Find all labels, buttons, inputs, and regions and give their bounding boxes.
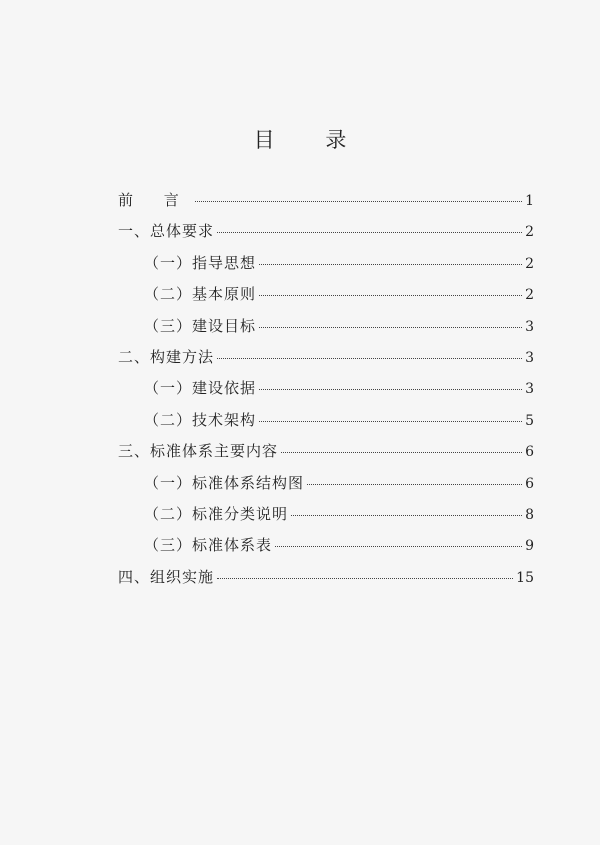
toc-leader-dots: [259, 327, 522, 328]
toc-entry-section-3-3: [118, 534, 534, 565]
toc-entry-section-2-1: [118, 377, 534, 408]
toc-entry-page: 5: [525, 412, 534, 429]
toc-entry-label: （三）标准体系表: [144, 536, 273, 555]
toc-entry-section-3: [118, 440, 534, 471]
toc-entry-section-1-2: [118, 283, 534, 314]
toc-entry-section-1: [118, 220, 534, 251]
toc-entry-page: 3: [525, 381, 534, 398]
toc-leader-dots: [281, 452, 522, 453]
toc-entry-section-3-1: [118, 472, 534, 503]
toc-entry-label: （二）基本原则: [144, 285, 257, 304]
toc-leader-dots: [275, 546, 522, 547]
toc-entry-page: 2: [525, 255, 534, 272]
toc-entry-label: 三、标准体系主要内容: [118, 442, 279, 461]
toc-entry-page: 2: [525, 287, 534, 304]
toc-entry-preface: [118, 189, 534, 220]
toc-leader-dots: [259, 295, 522, 296]
toc-entry-page: 6: [525, 475, 534, 492]
toc-entry-label: 二、构建方法: [118, 347, 215, 366]
toc-entry-section-1-3: [118, 315, 534, 346]
toc-entry-label: （三）建设目标: [144, 316, 257, 335]
toc-title: 目 录: [253, 128, 369, 152]
toc-entry-label: （二）标准分类说明: [144, 504, 289, 523]
toc-leader-dots: [217, 232, 522, 233]
toc-entry-label: （一）指导思想: [144, 253, 257, 272]
toc-entry-label: 四、组织实施: [118, 567, 215, 586]
toc-entry-page: 8: [525, 506, 534, 523]
toc-entry-label: （二）技术架构: [144, 410, 257, 429]
toc-entry-section-2-2: [118, 409, 534, 440]
toc-leader-dots: [291, 515, 522, 516]
toc-leader-dots: [259, 421, 522, 422]
table-of-contents: [118, 189, 534, 597]
toc-entry-label: （一）标准体系结构图: [144, 473, 305, 492]
toc-entry-section-4: [118, 566, 534, 597]
toc-leader-dots: [259, 389, 522, 390]
toc-entry-label: 一、总体要求: [118, 222, 215, 241]
toc-entry-section-3-2: [118, 503, 534, 534]
toc-entry-label: （一）建设依据: [144, 379, 257, 398]
toc-entry-section-2: [118, 346, 534, 377]
toc-entry-page: 3: [525, 349, 534, 366]
toc-entry-page: 1: [525, 193, 534, 209]
toc-leader-dots: [307, 484, 522, 485]
toc-leader-dots: [259, 264, 522, 265]
toc-entry-page: 2: [525, 224, 534, 241]
toc-leader-dots: [217, 578, 513, 579]
toc-entry-section-1-1: [118, 252, 534, 283]
toc-entry-page: 15: [516, 569, 534, 586]
toc-leader-dots: [217, 358, 522, 359]
toc-entry-page: 9: [525, 538, 534, 555]
toc-entry-label: 前 言: [118, 191, 192, 209]
toc-entry-page: 6: [525, 444, 534, 461]
toc-leader-dots: [195, 201, 522, 202]
toc-entry-page: 3: [525, 318, 534, 335]
